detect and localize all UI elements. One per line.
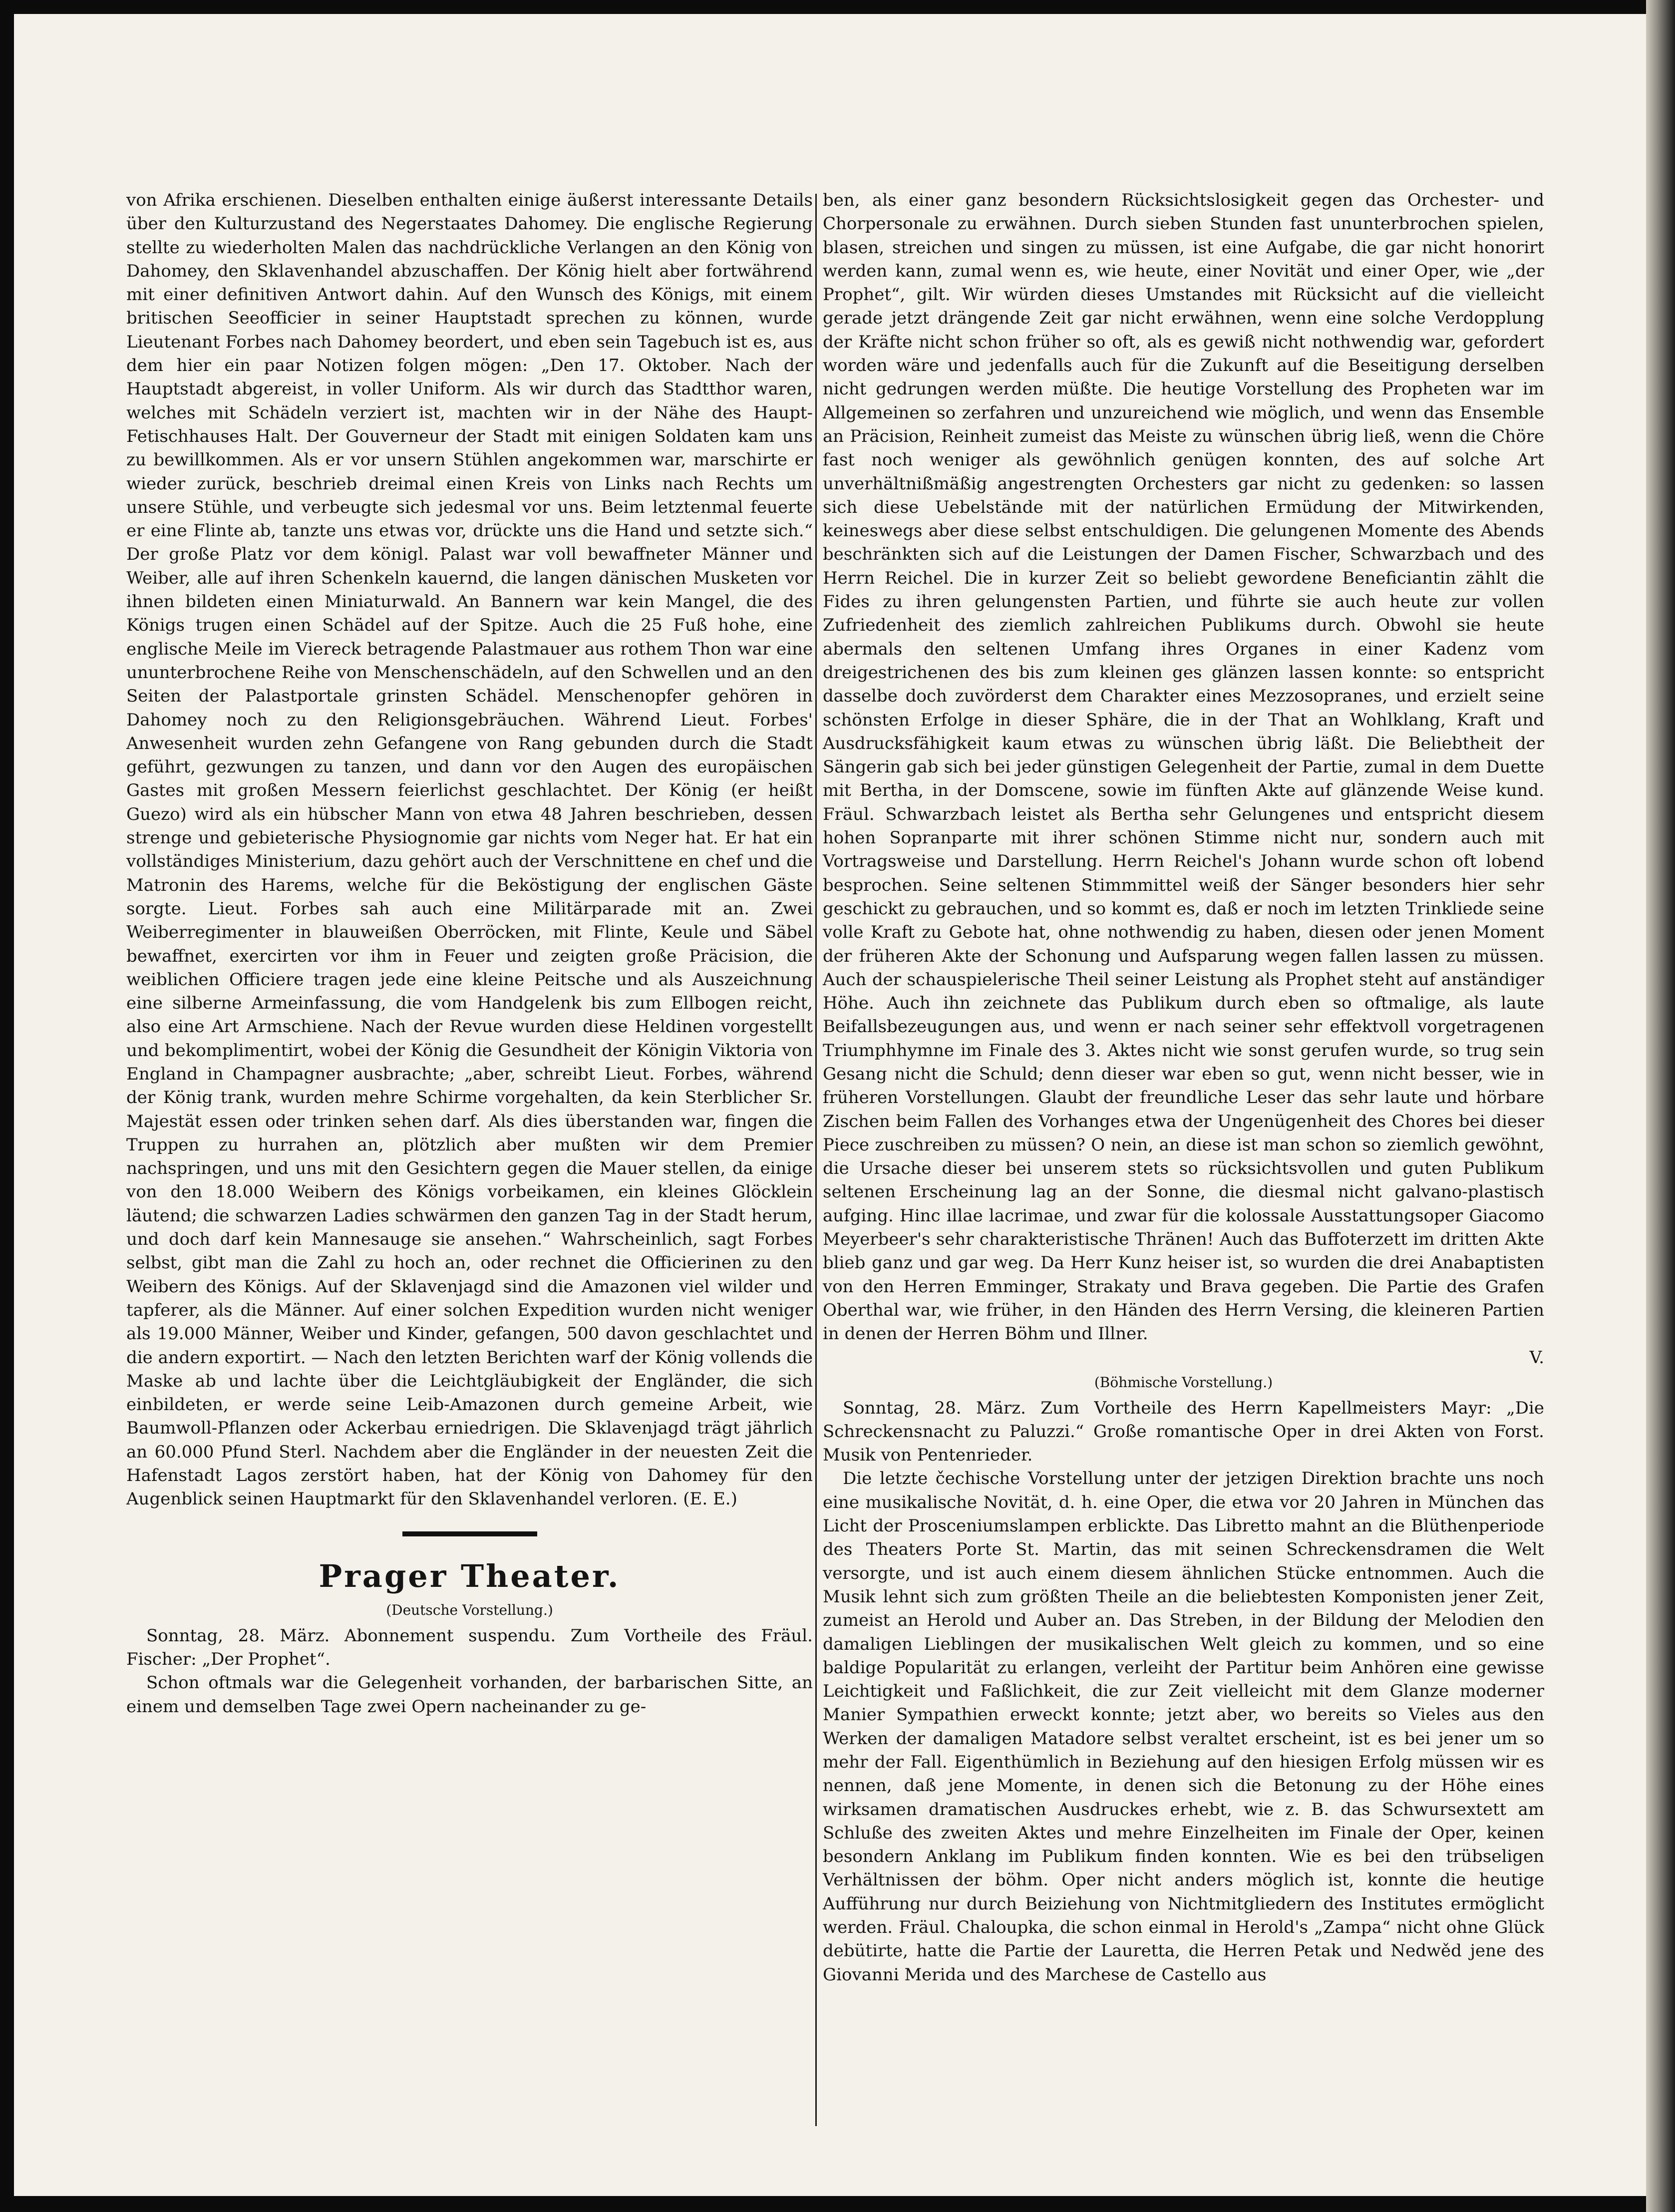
performance-subheading: (Böhmische Vorstellung.): [1094, 1374, 1273, 1391]
article-paragraph: von Afrika erschienen. Dieselben enthalten einige äußerst interessante Details über den Kulturzustand des Negerstaates Dahomey. Die englische Regierung stellte zu wiederholten Malen das nachdrückliche Verlangen an den König von Dahomey, den Sklavenhandel abzuschaffen. Der König hielt aber fortwährend mit einer definitiven Antwort dahin. Auf den Wunsch des Königs, mit einem britischen Seeofficier in seiner Hauptstadt sprechen zu können, wurde Lieutenant Forbes nach Dahomey beordert, und eben sein Tagebuch ist es, aus dem hier ein paar Notizen folgen mögen: „Den 17. Oktober. Nach der Hauptstadt abgereist, in voller Uniform. Als wir durch das Stadtthor waren, welches mit Schädeln verziert ist, machten wir in der Nähe des Haupt-Fetischhauses Halt. Der Gouverneur der Stadt mit einigen Soldaten kam uns zu bewillkommen. Als er vor unsern Stühlen angekommen war, marschirte er wieder zurück, beschrieb dreimal einen Kreis von Links nach Rechts um unsere Stühle, und verbeugte sich jedesmal vor uns. Beim letztenmal feuerte er eine Flinte ab, tanzte uns etwas vor, drückte uns die Hand und setzte sich.“ Der große Platz vor dem königl. Palast war voll bewaffneter Männer und Weiber, alle auf ihren Schenkeln kauernd, die langen dänischen Musketen vor ihnen bildeten einen Miniaturwald. An Bannern war kein Mangel, die des Königs trugen einen Schädel auf der Spitze. Auch die 25 Fuß hohe, eine englische Meile im Viereck betragende Palastmauer aus rothem Thon war eine ununterbrochene Reihe von Menschenschädeln, auf den Schwellen und an den Seiten der Palastportale grinsten Schädel. Menschenopfer gehören in Dahomey noch zu den Religionsgebräuchen. Während Lieut. Forbes' Anwesenheit wurden zehn Gefangene von Rang gebunden durch die Stadt geführt, gezwungen zu tanzen, und dann vor den Augen des europäischen Gastes mit großen Messern feierlichst geschlachtet. Der König (er heißt Guezo) wird als ein hübscher Mann von etwa 48 Jahren beschrieben, dessen strenge und gebieterische Physiognomie gar nichts vom Neger hat. Er hat ein vollständiges Ministerium, dazu gehört auch der Verschnittene en chef und die Matronin des Harems, welche für die Beköstigung der englischen Gäste sorgte. Lieut. Forbes sah auch eine Militärparade mit an. Zwei Weiberregimenter in blauweißen Oberröcken, mit Flinte, Keule und Säbel bewaffnet, exercirten vor ihm in Feuer und zeigten große Präcision, die weiblichen Officiere tragen jede eine kleine Peitsche und als Auszeichnung eine silberne Armeinfassung, die vom Handgelenk bis zum Ellbogen reicht, also eine Art Armschiene. Nach der Revue wurden diese Heldinen vorgestellt und bekomplimentirt, wobei der König die Gesundheit der Königin Viktoria von England in Champagner ausbrachte; „aber, schreibt Lieut. Forbes, während der König trank, wurden mehre Schirme vorgehalten, da kein Sterblicher Sr. Majestät essen oder trinken sehen darf. Als dies überstanden war, fingen die Truppen zu hurrahen an, plötzlich aber mußten wir dem Premier nachspringen, und uns mit den Gesichtern gegen die Mauer stellen, da einige von den 18.000 Weibern des Königs vorbeikamen, ein kleines Glöcklein läutend; die schwarzen Ladies schwärmen den ganzen Tag in der Stadt herum, und doch darf kein Mannesauge sie ansehen.“ Wahrscheinlich, sagt Forbes selbst, gibt man die Zahl zu hoch an, oder rechnet die Officierinen zu den Weibern des Königs. Auf der Sklavenjagd sind die Amazonen viel wilder und tapferer, als die Männer. Auf einer solchen Expedition wurden nicht weniger als 19.000 Männer, Weiber und Kinder, gefangen, 500 davon geschlachtet und die andern exportirt. — Nach den letzten Berichten warf der König vollends die Maske ab und lachte über die Leichtgläubigkeit der Engländer, die sich einbildeten, er werde seine Leib-Amazonen durch gemeine Arbeit, wie Baumwoll-Pflanzen oder Ackerbau erniedrigen. Die Sklavenjagd trägt jährlich an 60.000 Pfund Sterl. Nachdem aber die Engländer in der neuesten Zeit die Hafenstadt Lagos zerstört haben, hat der König von Dahomey für den Augenblick seinen Hauptmarkt für den Sklavenhandel verloren. (E. E.): [126, 190, 813, 1509]
newspaper-page: [14, 14, 1649, 2196]
review-paragraph: ben, als einer ganz besondern Rücksichtslosigkeit gegen das Orchester- und Chorpersonale zu erwähnen. Durch sieben Stunden fast ununterbrochen spielen, blasen, streichen und singen zu müssen, ist eine Aufgabe, die gar nicht honorirt werden kann, zumal wenn es, wie heute, einer Novität und einer Oper, wie „der Prophet“, gilt. Wir würden dieses Umstandes mit Rücksicht auf die vielleicht gerade jetzt drängende Zeit gar nicht erwähnen, wenn eine solche Verdopplung der Kräfte nicht schon früher so oft, als es gewiß nicht nothwendig war, gefordert worden wäre und jedenfalls auch für die Zukunft auf die Beseitigung derselben nicht gedrungen werden müßte. Die heutige Vorstellung des Propheten war im Allgemeinen so zerfahren und unzureichend wie möglich, und wenn das Ensemble an Präcision, Reinheit zumeist das Meiste zu wünschen übrig ließ, wenn die Chöre fast noch weniger als gewöhnlich genügen konnten, des auf solche Art unverhältnißmäßig angestrengten Orchesters gar nicht zu gedenken: so lassen sich diese Uebelstände mit der natürlichen Ermüdung der Mitwirkenden, keineswegs aber diese selbst entschuldigen. Die gelungenen Momente des Abends beschränkten sich auf die Leistungen der Damen Fischer, Schwarzbach und des Herrn Reichel. Die in kurzer Zeit so beliebt gewordene Beneficiantin zählt die Fides zu ihren gelungensten Partien, und führte sie auch heute zur vollen Zufriedenheit des ziemlich zahlreichen Publikums durch. Obwohl sie heute abermals den seltenen Umfang ihres Organes in einer Kadenz vom dreigestrichenen des bis zum kleinen ges glänzen lassen konnte: so entspricht dasselbe doch zuvörderst dem Charakter eines Mezzosopranes, und erzielt seine schönsten Erfolge in dieser Sphäre, die in der That an Wohlklang, Kraft und Ausdrucksfähigkeit kaum etwas zu wünschen übrig läßt. Die Beliebtheit der Sängerin gab sich bei jeder günstigen Gelegenheit der Partie, zumal in dem Duette mit Bertha, in der Domscene, sowie im fünften Akte auf glänzende Weise kund. Fräul. Schwarzbach leistet als Bertha sehr Gelungenes und entspricht diesem hohen Sopranparte mit ihrer schönen Stimme nicht nur, sondern auch mit Vortragsweise und Darstellung. Herrn Reichel's Johann wurde schon oft lobend besprochen. Seine seltenen Stimmmittel weiß der Sänger besonders hier sehr geschickt zu gebrauchen, und so kommt es, daß er noch im letzten Trinkliede seine volle Kraft zu Gebote hat, ohne nothwendig zu haben, diesen oder jenen Moment der früheren Akte der Schonung und Aufsparung wegen fallen lassen zu müssen. Auch der schauspielerische Theil seiner Leistung als Prophet steht auf anständiger Höhe. Auch ihn zeichnete das Publikum durch eben so oftmalige, als laute Beifallsbezeugungen aus, und wenn er nach seiner sehr effektvoll vorgetragenen Triumphhymne im Finale des 3. Aktes nicht wie sonst gerufen wurde, so trug sein Gesang nicht die Schuld; denn dieser war eben so gut, wenn nicht besser, wie in früheren Vorstellungen. Glaubt der freundliche Leser das sehr laute und hörbare Zischen beim Fallen des Vorhanges etwa der Ungenügenheit des Chores bei dieser Piece zuschreiben zu müssen? O nein, an diese ist man schon so ziemlich gewöhnt, die Ursache dieser bei unserem stets so rücksichtsvollen und guten Publikum seltenen Erscheinung lag an der Sonne, die diesmal nicht galvano-plastisch aufging. Hinc illae lacrimae, und zwar für die kolossale Ausstattungsoper Giacomo Meyerbeer's sehr charakteristische Thränen! Auch das Buffoterzett im dritten Akte blieb ganz und gar weg. Da Herr Kunz heiser ist, so wurden die drei Anabaptisten von den Herren Emminger, Strakaty und Brava gegeben. Die Partie des Grafen Oberthal war, wie früher, in den Händen des Herrn Versing, die kleineren Partien in denen der Herren Böhm und Illner.: [823, 190, 1544, 1344]
performance-listing: Sonntag, 28. März. Abonnement suspendu. Zum Vortheile des Fräul. Fischer: „Der Prophet“.: [126, 1625, 813, 1669]
author-signature: V.: [1529, 1347, 1544, 1368]
scan-edge-shadow: [1646, 0, 1675, 2212]
column-divider: [815, 194, 817, 2126]
section-title: Prager Theater.: [319, 1557, 621, 1594]
review-paragraph: Schon oftmals war die Gelegenheit vorhanden, der barbarischen Sitte, an einem und demselben Tage zwei Opern nacheinander zu ge-: [126, 1673, 813, 1717]
performance-subheading: (Deutsche Vorstellung.): [386, 1601, 553, 1618]
section-divider: [402, 1531, 537, 1536]
review-paragraph: Die letzte čechische Vorstellung unter der jetzigen Direktion brachte uns noch eine musikalische Novität, d. h. eine Oper, die etwa vor 20 Jahren in München das Licht der Prosceniumslampen erblickte. Das Libretto mahnt an die Blüthenperiode des Theaters Porte St. Martin, das mit seinen Schreckensdramen die Welt versorgte, und ist auch einem diesem ähnlichen Stücke entnommen. Auch die Musik lehnt sich zum größten Theile an die beliebtesten Komponisten jener Zeit, zumeist an Herold und Auber an. Das Streben, in der Bildung der Melodien den damaligen Lieblingen der musikalischen Welt gleich zu kommen, und so eine baldige Popularität zu erlangen, verleiht der Partitur beim Anhören eine gewisse Leichtigkeit und Faßlichkeit, die zur Zeit vielleicht mit dem Glanze moderner Manier Sympathien erweckt konnte; jetzt aber, wo bereits so Vieles aus den Werken der damaligen Matadore selbst veraltet erscheint, ist es bei jener um so mehr der Fall. Eigenthümlich in Beziehung auf den hiesigen Erfolg müssen wir es nennen, daß jene Momente, in denen sich die Betonung zu der Höhe eines wirksamen dramatischen Ausdruckes erhebt, wie z. B. das Schwursextett am Schluße des zweiten Aktes und mehre Einzelheiten im Finale der Oper, keinen besondern Anklang im Publikum finden konnten. Wie es bei den trübseligen Verhältnissen der böhm. Oper nicht anders möglich ist, konnte die heutige Aufführung nur durch Beiziehung von Nichtmitgliedern des Institutes ermöglicht werden. Fräul. Chaloupka, die schon einmal in Herold's „Zampa“ nicht ohne Glück debütirte, hatte die Partie der Lauretta, die Herren Petak und Nedwěd jene des Giovanni Merida und des Marchese de Castello aus: [823, 1469, 1544, 1985]
right-column: [823, 189, 1544, 1987]
left-column: [126, 189, 813, 1719]
performance-listing: Sonntag, 28. März. Zum Vortheile des Herrn Kapellmeisters Mayr: „Die Schreckensnacht zu Paluzzi.“ Große romantische Oper in drei Akten von Forst. Musik von Pentenrieder.: [823, 1398, 1544, 1466]
